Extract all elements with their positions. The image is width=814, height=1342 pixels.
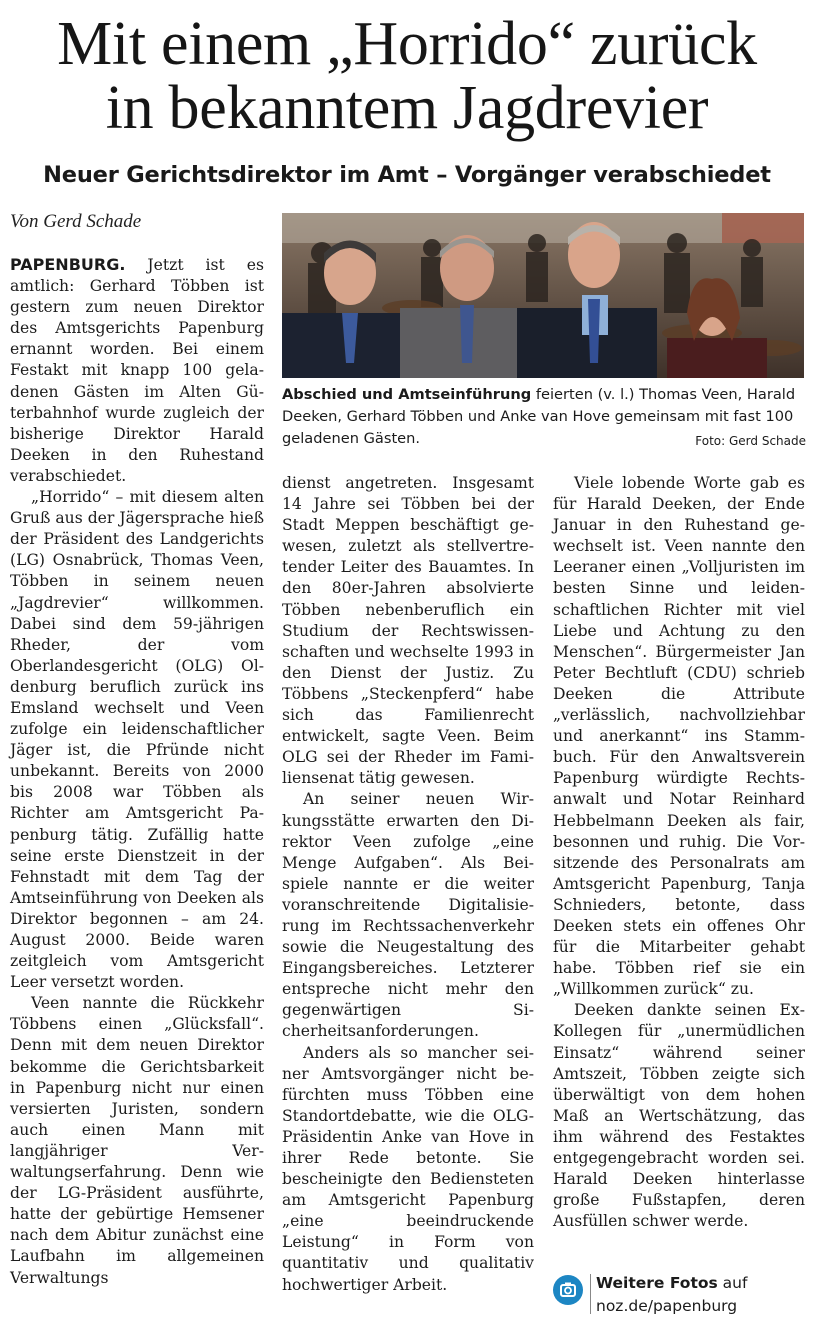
photo-credit: Foto: Gerd Schade	[695, 434, 806, 448]
byline: Von Gerd Schade	[10, 211, 142, 232]
headline-line-2: in bekanntem Jagdrevier	[105, 74, 709, 142]
article-photo	[282, 213, 804, 378]
article-column-1	[10, 254, 264, 1289]
caption-text: feierten (v. l.) Thomas Veen, Harald Deeken, Gerhard Többen und Anke van Hove gemeinsam mit fast 100 geladenen Gästen.	[282, 386, 796, 447]
group-photo-illustration	[282, 213, 804, 378]
paragraph: Veen nannte die Rückkehr Többens einen „Glücksfall“. Denn mit dem neuen Direktor bekomme die Gerichtsbarkeit in Papenburg nicht nur einen versierten Juristen, sondern auch einen Mann mit langjähriger Verwaltungserfahrung. Denn wie der LG-Präsident ausführte, hatte der gebürtige Hemsener nach dem Abitur zunächst eine Laufbahn im allgemeinen Verwaltungs	[10, 994, 264, 1287]
headline-line-1: Mit einem „Horrido“ zurück	[57, 10, 757, 78]
promo-url[interactable]: noz.de/papenburg	[596, 1297, 738, 1315]
promo-text	[596, 1272, 747, 1318]
article-column-2	[282, 473, 534, 1296]
paragraph-text: Jetzt ist es amtlich: Gerhard Többen ist gestern zum neuen Direktor des Amtsgerichts Papenburg ernannt worden. Bei einem Festakt mit knapp 100 geladenen Gästen im Alten Güterbahnhof wurde zugleich der bisherige Direktor Harald Deeken in den Ruhestand verabschiedet.	[10, 256, 264, 485]
paragraph: Deeken dankte seinen ExKollegen für „unermüdlichen Einsatz“ während seiner Amtszeit, Többen zeigte sich überwältigt von dem hohen Maß an Wertschätzung, das ihm während des Festaktes entgegengebracht worden sei. Harald Deeken hinterlasse große Fußstapfen, deren Ausfüllen schwer werde.	[553, 1001, 805, 1231]
more-photos-link[interactable]	[553, 1270, 808, 1320]
paragraph	[10, 254, 264, 487]
promo-divider	[590, 1274, 591, 1314]
promo-suffix: auf	[717, 1274, 748, 1292]
paragraph: „Horrido“ – mit diesem alten Gruß aus der Jägersprache hieß der Präsident des Landgerichts (LG) Osnabrück, Thomas Veen, Többen in seinem neuen „Jagdrevier“ willkommen. Dabei sind dem 59-jährigen Rheder, der vom Oberlandesgericht (OLG) Oldenburg beruflich zurück ins Emsland wechselt und Veen zufolge ein leidenschaftlicher Jäger ist, die Pfründe nicht unbekannt. Bereits von 2000 bis 2008 war Többen als Richter am Amtsgericht Papenburg tätig. Zufällig hatte seine erste Dienstzeit in der Fehnstadt mit dem Tag der Amtseinführung von Deeken als Direktor begonnen – am 24. August 2000. Beide waren zeitgleich vom Amtsgericht Leer versetzt worden.	[10, 488, 264, 992]
paragraph: An seiner neuen Wirkungsstätte erwarten den Direktor Veen zufolge „eine Menge Aufgaben“. Als Beispiele nannte er die weiter voranschreitende Digitalisierung im Rechtssachenverkehr sowie die Neugestaltung des Eingangsbereiches. Letzterer entspreche nicht mehr den gegenwärtigen Sicherheitsanforderungen.	[282, 790, 534, 1041]
camera-icon	[553, 1275, 583, 1305]
photo-caption	[282, 384, 806, 452]
paragraph: Viele lobende Worte gab es für Harald Deeken, der Ende Januar in den Ruhestand gewechselt ist. Veen nannte den Leeraner einen „Volljuristen im besten Sinne und leidenschaftlichen Richter mit viel Liebe und Achtung zu den Menschen“. Bürgermeister Jan Peter Bechtluft (CDU) schrieb Deeken die Attribute „verlässlich, nachvollziehbar und anerkannt“ ins Stammbuch. Für den Anwaltsverein Papenburg würdigte Rechtsanwalt und Notar Reinhard Hebbelmann Deeken als fair, besonnen und ruhig. Die Vorsitzende des Personalrats am Amtsgericht Papenburg, Tanja Schnieders, betonte, dass Deeken stets ein offenes Ohr für die Mitarbeiter gehabt habe. Többen rief sie ein „Willkommen zurück“ zu.	[553, 474, 805, 999]
article-column-3	[553, 473, 805, 1232]
paragraph: Anders als so mancher seiner Amtsvorgänger nicht befürchten muss Többen eine Standortdebatte, wie die OLG-Präsidentin Anke van Hove in ihrer Rede betonte. Sie bescheinigte den Bediensteten am Amtsgericht Papenburg „eine beeindruckende Leistung“ in Form von quantitativ und qualitativ hochwertiger Arbeit.	[282, 1043, 534, 1294]
caption-lead: Abschied und Amtseinführung	[282, 386, 532, 403]
subheadline: Neuer Gerichtsdirektor im Amt – Vorgänger verabschiedet	[43, 162, 771, 188]
headline	[0, 12, 814, 140]
dateline: PAPENBURG.	[10, 255, 126, 274]
paragraph: dienst angetreten. Insgesamt 14 Jahre sei Többen bei der Stadt Meppen beschäftigt gewesen, zuletzt als stellvertretender Leiter des Bauamtes. In den 80er-Jahren absolvierte Többen nebenberuflich ein Studium der Rechtswissenschaften und wechselte 1993 in den Dienst der Justiz. Zu Többens „Steckenpferd“ habe sich das Familienrecht entwickelt, sagte Veen. Beim OLG sei der Rheder im Familiensenat tätig gewesen.	[282, 474, 534, 788]
promo-title: Weitere Fotos	[596, 1274, 718, 1292]
